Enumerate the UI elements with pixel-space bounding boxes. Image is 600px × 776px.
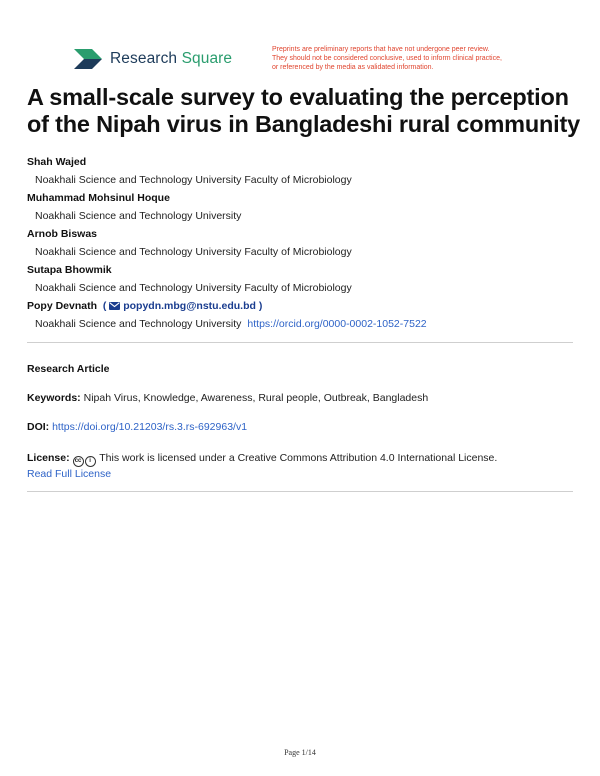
author-affiliation: Noakhali Science and Technology University [35, 210, 242, 222]
read-full-license-link[interactable]: Read Full License [27, 468, 112, 480]
keywords-value: Nipah Virus, Knowledge, Awareness, Rural people, Outbreak, Bangladesh [83, 392, 429, 404]
keywords-label: Keywords: [27, 392, 81, 404]
preprint-notice [272, 45, 572, 72]
notice-line: Preprints are preliminary reports that have not undergone peer review. [272, 46, 490, 53]
doi-row [27, 419, 247, 435]
author-item [27, 189, 577, 225]
author-name: Muhammad Mohsinul Hoque [27, 192, 170, 204]
research-square-logo[interactable] [74, 47, 232, 71]
license-link-row [27, 466, 111, 482]
attribution-icon: i [85, 456, 96, 467]
author-list [27, 153, 577, 333]
author-item-corresponding [27, 297, 577, 333]
research-square-logo-icon [74, 47, 104, 71]
brand-name-part1: Research [110, 50, 178, 67]
section-divider [27, 342, 573, 343]
cc-icon: cc [73, 456, 84, 467]
license-label: License: [27, 452, 70, 464]
author-name: Sutapa Bhowmik [27, 264, 112, 276]
author-email-wrapper: ( popydn.mbg@nstu.edu.bd ) [99, 300, 263, 312]
paper-title: A small-scale survey to evaluating the perception of the Nipah virus in Bangladeshi rural community [27, 84, 580, 137]
brand-name-part2: Square [181, 50, 233, 67]
article-type-value: Research Article [27, 363, 110, 375]
keywords-row [27, 390, 428, 406]
orcid-link[interactable]: https://orcid.org/0000-0002-1052-7522 [247, 318, 427, 330]
doi-label: DOI: [27, 421, 50, 433]
author-item [27, 153, 577, 189]
license-text: This work is licensed under a Creative Commons Attribution 4.0 International License. [99, 452, 498, 464]
author-affiliation: Noakhali Science and Technology University Faculty of Microbiology [35, 246, 352, 258]
envelope-icon [109, 302, 120, 310]
author-affiliation-line [27, 315, 577, 333]
section-divider [27, 491, 573, 492]
article-type [27, 361, 110, 377]
author-affiliation: Noakhali Science and Technology University Faculty of Microbiology [35, 282, 352, 294]
author-item [27, 225, 577, 261]
author-item [27, 261, 577, 297]
notice-line: They should not be considered conclusive, used to inform clinical practice, [272, 55, 502, 62]
license-row [27, 450, 497, 467]
author-name-line [27, 297, 577, 315]
author-affiliation: Noakhali Science and Technology University Faculty of Microbiology [35, 174, 352, 186]
author-name: Popy Devnath [27, 300, 98, 312]
author-name: Arnob Biswas [27, 228, 98, 240]
author-affiliation: Noakhali Science and Technology University [35, 318, 242, 330]
author-email-link[interactable]: popydn.mbg@nstu.edu.bd [123, 300, 256, 312]
author-name: Shah Wajed [27, 156, 87, 168]
brand-name [110, 50, 232, 68]
page-number: Page 1/14 [284, 748, 316, 757]
notice-line: or referenced by the media as validated information. [272, 64, 434, 71]
doi-link[interactable]: https://doi.org/10.21203/rs.3.rs-692963/v1 [52, 421, 248, 433]
